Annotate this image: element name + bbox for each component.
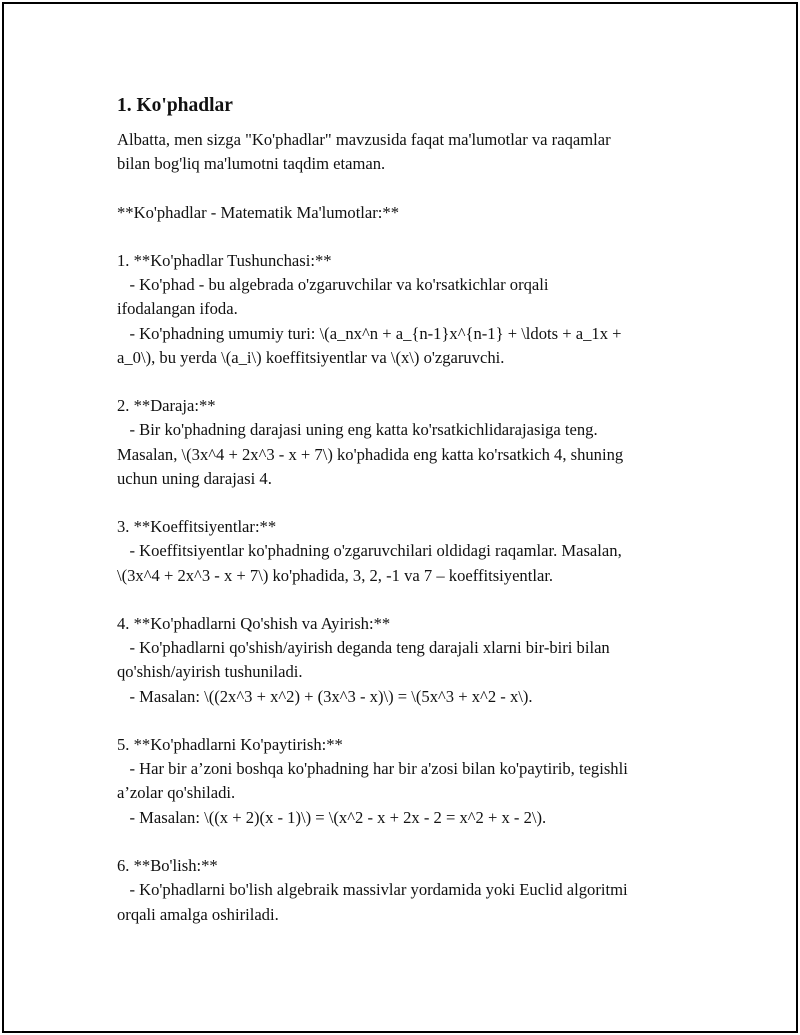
document-body: Albatta, men sizga "Ko'phadlar" mavzusida faqat ma'lumotlar va raqamlar bilan bog'liq ma'lumotni taqdim etaman. **Ko'phadlar - Matematik Ma'lumotlar:** 1. **Ko'phadlar Tushunchasi:** - Ko'phad - bu algebrada o'zgaruvchilar va ko'rsatkichlar orqali ifodalangan ifoda. - Ko'phadning umumiy turi: \(a_nx^n + a_{n-1}x^{n-1} + \ldots + a_1x + a_0\), bu yerda \(a_i\) koeffitsiyentlar va \(x\) o'zgaruvchi. 2. **Daraja:** - Bir ko'phadning darajasi uning eng katta ko'rsatkichlidarajasiga teng. Masalan, \(3x^4 + 2x^3 - x + 7\) ko'phadida eng katta ko'rsatkich 4, shuning uchun uning darajasi 4. 3. **Koeffitsiyentlar:** - Koeffitsiyentlar ko'phadning o'zgaruvchilari oldidagi raqamlar. Masalan, \(3x^4 + 2x^3 - x + 7\) ko'phadida, 3, 2, -1 va 7 – koeffitsiyentlar. 4. **Ko'phadlarni Qo'shish va Ayirish:** - Ko'phadlarni qo'shish/ayirish deganda teng darajali xlarni bir-biri bilan qo'shish/ayirish tushuniladi. - Masalan: \((2x^3 + x^2) + (3x^3 - x)\) = \(5x^3 + x^2 - x\). 5. **Ko'phadlarni Ko'paytirish:** - Har bir a’zoni boshqa ko'phadning har bir a'zosi bilan ko'paytirib, tegishli a’zolar qo'shiladi. - Masalan: \((x + 2)(x - 1)\) = \(x^2 - x + 2x - 2 = x^2 + x - 2\). 6. **Bo'lish:** - Ko'phadlarni bo'lish algebraik massivlar yordamida yoki Euclid algoritmi orqali amalga oshiriladi. [117,130,628,924]
document-content [117,93,697,927]
document-title: 1. Ko'phadlar [117,95,233,116]
